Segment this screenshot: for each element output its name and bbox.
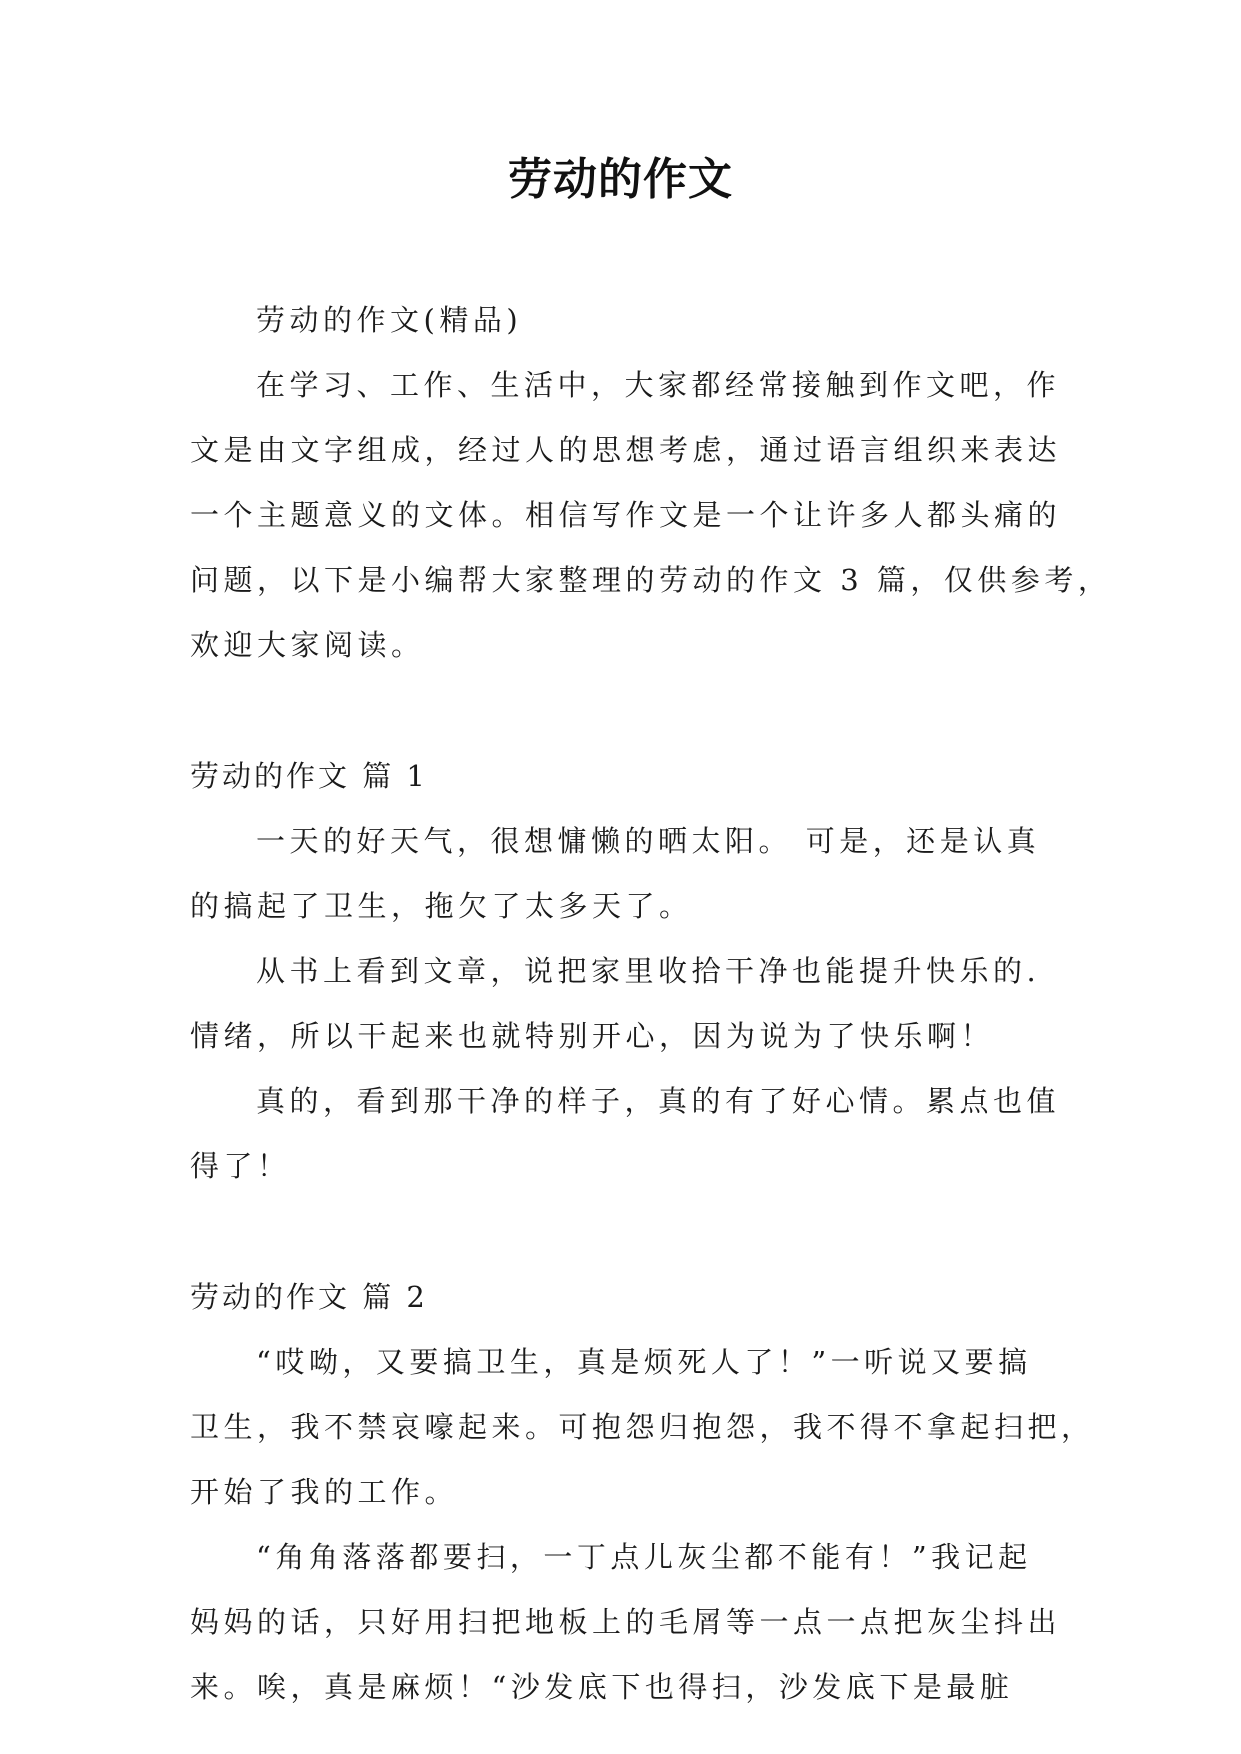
essay-2-paragraph-line: 开始了我的工作。	[190, 1475, 459, 1509]
section-spacer	[190, 678, 1050, 744]
essay-2-paragraph-line: “哎呦，又要搞卫生，真是烦死人了！”一听说又要搞	[256, 1345, 1032, 1379]
section-spacer	[190, 1199, 1050, 1265]
section-heading-1: 劳动的作文 篇 1	[190, 759, 428, 793]
essay-1-paragraph-line: 情绪，所以干起来也就特别开心，因为说为了快乐啊！	[190, 1019, 995, 1053]
intro-paragraph-line: 问题，以下是小编帮大家整理的劳动的作文 3 篇，仅供参考，	[190, 563, 1112, 597]
intro-paragraph-line: 在学习、工作、生活中，大家都经常接触到作文吧，作	[256, 368, 1061, 402]
essay-1-paragraph-line: 真的，看到那干净的样子，真的有了好心情。累点也值	[256, 1084, 1061, 1118]
intro-paragraph-line: 文是由文字组成，经过人的思想考虑，通过语言组织来表达	[190, 433, 1062, 467]
essay-1-paragraph-line: 一天的好天气，很想慵懒的晒太阳。 可是，还是认真	[256, 824, 1041, 858]
essay-2-paragraph-line: 来。唉，真是麻烦！“沙发底下也得扫，沙发底下是最脏	[190, 1670, 1014, 1704]
essay-1-paragraph-line: 从书上看到文章，说把家里收拾干净也能提升快乐的.	[256, 954, 1041, 988]
subtitle-line: 劳动的作文(精品)	[256, 303, 523, 337]
document-body	[190, 288, 1112, 1720]
document-title: 劳动的作文	[508, 154, 733, 205]
essay-2-paragraph-line: 妈妈的话，只好用扫把地板上的毛屑等一点一点把灰尘抖出	[190, 1605, 1062, 1639]
essay-2-paragraph-line: 卫生，我不禁哀嚎起来。可抱怨归抱怨，我不得不拿起扫把，	[190, 1410, 1095, 1444]
intro-paragraph-line: 一个主题意义的文体。相信写作文是一个让许多人都头痛的	[190, 498, 1062, 532]
essay-1-paragraph-line: 得了！	[190, 1149, 291, 1183]
essay-1-paragraph-line: 的搞起了卫生，拖欠了太多天了。	[190, 889, 693, 923]
section-heading-2: 劳动的作文 篇 2	[190, 1280, 428, 1314]
intro-paragraph-line: 欢迎大家阅读。	[190, 628, 425, 662]
essay-2-paragraph-line: “角角落落都要扫，一丁点儿灰尘都不能有！”我记起	[256, 1540, 1032, 1574]
